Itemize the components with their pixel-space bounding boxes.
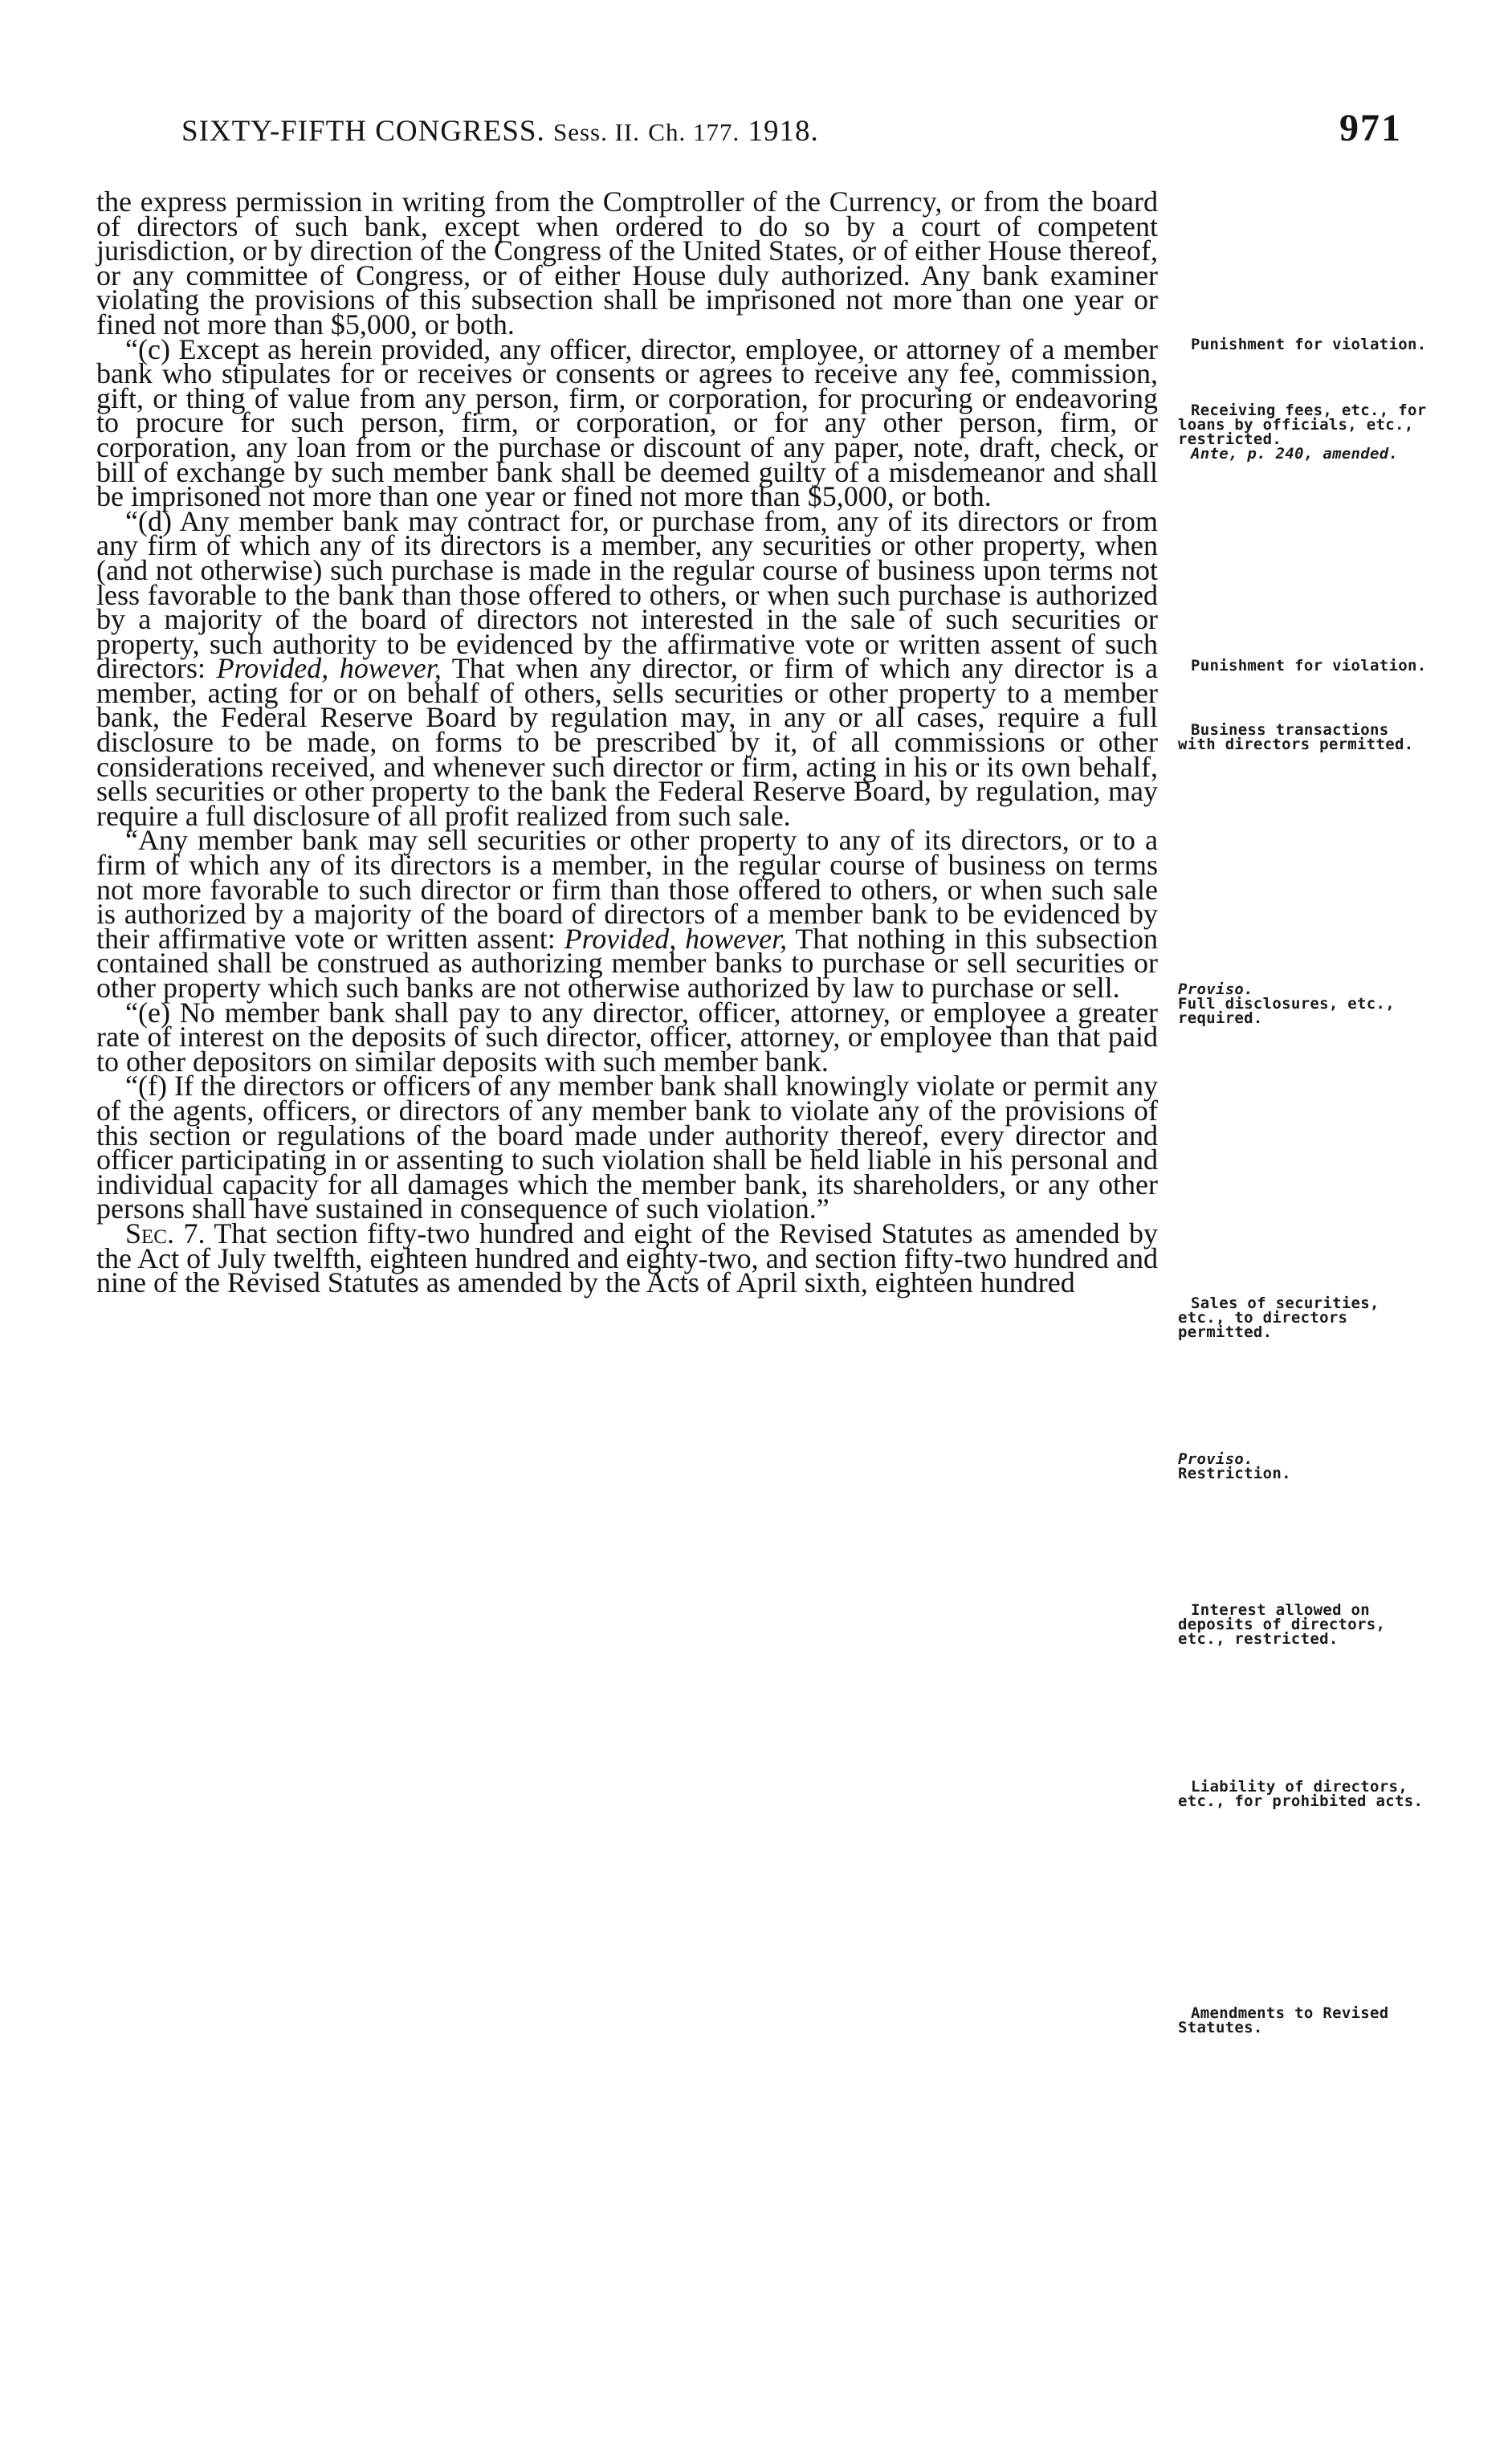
margin-note-sub: Restriction. xyxy=(1178,1465,1291,1482)
paragraph-c: “(c) Except as herein provided, any officer, director, employee, or attorney of a member bank who stipulates for or receives or consents or agrees to receive any fee, commission, gift, or thing of value from any person, firm, or corporation, for procuring or endeavoring to procure for such person, firm, or corporation, or for any other person, firm, or corporation, any loan from or the purchase or discount of any paper, note, draft, check, or bill of exchange by such member bank shall be deemed guilty of a misdemeanor and shall be imprisoned not more than one year or fined not more than $5,000, or both. xyxy=(96,332,1158,513)
margin-note-text: Business transactions with directors permitted. xyxy=(1178,721,1414,753)
running-title: SIXTY-FIFTH CONGRESS. xyxy=(181,115,545,148)
margin-note-text: Amendments to Revised Statutes. xyxy=(1178,2004,1389,2036)
paragraph-e: “(e) No member bank shall pay to any director, officer, attorney, or employee a greater rate of interest on the deposits of such director, officer, attorney, or employee than that paid to other depositors on similar deposits with such member bank. xyxy=(96,996,1158,1078)
margin-note-proviso-label: Proviso. xyxy=(1178,1450,1253,1468)
margin-note-punishment xyxy=(1178,337,1427,352)
margin-note-text: Receiving fees, etc., for loans by officials, etc., restricted. xyxy=(1178,402,1427,448)
paragraph-sales xyxy=(96,824,1158,1004)
margin-note-receiving-fees xyxy=(1178,403,1427,461)
running-head xyxy=(181,106,1402,154)
chapter-label: Ch. 177. xyxy=(648,118,740,146)
section-7-text: That section fifty-two hundred and eight of the Revised Statutes as amended by the Act of July twelfth, eighteen hundred and eighty-two, and section fifty-two hundred and nine of the Revised Statutes as amended by the Acts of April sixth, eighteen hundred xyxy=(96,1217,1158,1299)
proviso-phrase: Provided, however, xyxy=(216,652,442,685)
margin-note-proviso-disclosures xyxy=(1178,982,1427,1025)
margin-note-liability xyxy=(1178,1779,1427,1808)
body-text xyxy=(96,185,1159,1299)
paragraph-sales-proviso-text: That nothing in this subsection contained shall be construed as authorizing member banks to purchase or sell securities or other property which such banks are not otherwise authorized by law to purchase or sell. xyxy=(96,922,1158,1004)
page-number: 971 xyxy=(1339,107,1402,149)
margin-note-interest-deposits xyxy=(1178,1603,1427,1646)
proviso-phrase: Provided, however, xyxy=(564,922,788,955)
margin-note-text: Punishment for violation. xyxy=(1191,657,1427,675)
running-title-line xyxy=(181,114,819,149)
paragraph-d-proviso-text: That when any director, or firm of which any director is a member, acting for or on behalf of others, sells securities or other property to a member bank, the Federal Reserve Board by regulation may, in any or all cases, require a full disclosure to be made, on forms to be prescribed by it, of all commissions or other considerations received, and whenever such director or firm, acting in his or its own behalf, sells securities or other property to the bank the Federal Reserve Board, by regulation, may require a full disclosure of all profit realized from such sale. xyxy=(96,652,1159,832)
session-label: Sess. II. xyxy=(552,118,641,146)
margin-note-reference xyxy=(1178,446,1427,461)
paragraph-d xyxy=(96,504,1159,832)
margin-note-text: Sales of securities, etc., to directors permitted. xyxy=(1178,1294,1380,1341)
margin-note-amendments xyxy=(1178,2006,1427,2035)
paragraph-d-text: “(d) Any member bank may contract for, or purchase from, any of its directors or from any firm of which any of its directors is a member, any securities or other property, when (and not otherwise) such purchase is made in the regular course of business upon terms not less favorable to the bank than those offered to others, or when such purchase is authorized by a majority of the board of directors not interested in the sale of such securities or property, such authority to be evidenced by the affirmative vote or written assent of such directors: xyxy=(96,504,1158,685)
margin-note-text: Interest allowed on deposits of directors, etc., restricted. xyxy=(1178,1601,1386,1648)
paragraph-f: “(f) If the directors or officers of any member bank shall knowingly violate or permit any of the agents, officers, or directors of any member bank to violate any of the provisions of this section or regulations of the board made under authority thereof, every director and officer participating in or assenting to such violation shall be held liable in his personal and individual capacity for all damages which the member bank, its shareholders, or any other persons shall have sustained in consequence of such violation.” xyxy=(96,1070,1158,1225)
section-7-label: Sec. 7. xyxy=(125,1217,206,1249)
margin-note-reference-text: Ante, p. 240, amended. xyxy=(1191,445,1399,463)
paragraph-sales-text: “Any member bank may sell securities or other property to any of its directors, or to a firm of which any of its directors is a member, in the regular course of business on terms not more favorable to such director or firm than those offered to others, or when such sale is authorized by a majority of the board of directors of a member bank to be evidenced by their affirmative vote or written assent: xyxy=(96,824,1158,955)
margin-note-business-transactions xyxy=(1178,723,1427,752)
margin-note-proviso-restriction xyxy=(1178,1452,1427,1481)
margin-note-text: Punishment for violation. xyxy=(1191,336,1427,353)
paragraph-b-continued: the express permission in writing from the Comptroller of the Currency, or from the board of directors of such bank, except when ordered to do so by a court of competent jurisdiction, or by direction of the Congress of the United States, or of either House thereof, or any committee of Congress, or of either House duly authorized. Any bank examiner violating the provisions of this subsection shall be imprisoned not more than one year or fined not more than $5,000, or both. xyxy=(96,185,1158,340)
margin-note-proviso-label: Proviso. xyxy=(1178,980,1253,998)
margin-note-sales-securities xyxy=(1178,1296,1427,1339)
margin-note-punishment xyxy=(1178,658,1427,673)
margin-note-sub: Full disclosures, etc., required. xyxy=(1178,995,1395,1027)
margin-note-text: Liability of directors, etc., for prohibited acts. xyxy=(1178,1778,1424,1810)
section-7 xyxy=(96,1217,1158,1299)
year-label: 1918. xyxy=(748,115,819,148)
